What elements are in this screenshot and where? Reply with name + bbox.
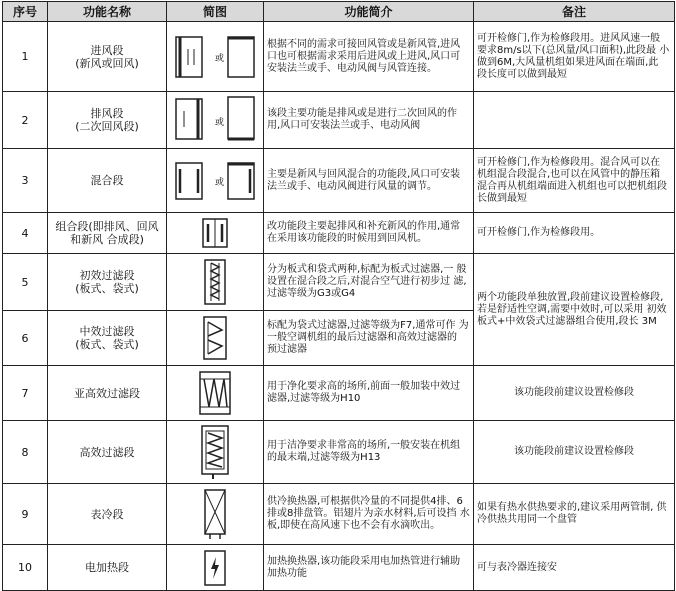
row-name: 组合段(即排风、回风和新风 合成段) bbox=[48, 213, 167, 254]
row-index: 1 bbox=[3, 22, 48, 92]
table-row bbox=[3, 254, 675, 311]
diagram-or-label: 或 bbox=[215, 118, 225, 128]
row-name: 表冷段 bbox=[48, 484, 167, 545]
hepa-filter-icon bbox=[197, 423, 233, 481]
row-name bbox=[48, 254, 167, 311]
row-name: 电加热段 bbox=[48, 545, 167, 591]
row-note: 可开检修门,作为检修段用。进风风速一般 要求8m/s以下(总风量/风口面积),此段最 小做到6M,大风量机组如果进风面在端面,此 段长度可以做到最短 bbox=[474, 22, 675, 92]
table-row bbox=[3, 22, 675, 92]
medium-filter-icon bbox=[199, 314, 231, 362]
row-index: 5 bbox=[3, 254, 48, 311]
row-diagram bbox=[167, 149, 264, 213]
table-header-row bbox=[3, 2, 675, 22]
row-name bbox=[48, 149, 167, 213]
row-name: 亚高效过滤段 bbox=[48, 366, 167, 421]
row-diagram bbox=[167, 92, 264, 149]
table-row bbox=[3, 366, 675, 421]
row-intro: 分为板式和袋式两种,标配为板式过滤器,一 般设置在混合段之后,对混合空气进行初步过 滤,过滤等级为G3或G4 bbox=[264, 254, 474, 311]
table-row bbox=[3, 545, 675, 591]
row-diagram bbox=[167, 421, 264, 484]
row-intro: 根据不同的需求可接回风管或是新风管,进风 口也可根据需求采用后进风或上进风,风口可 安装法兰或手、电动风阀与风管连接。 bbox=[264, 22, 474, 92]
header-intro: 功能简介 bbox=[264, 2, 474, 22]
table-row bbox=[3, 92, 675, 149]
section-name: 混合段 bbox=[90, 174, 124, 187]
row-diagram bbox=[167, 254, 264, 311]
exhaust-section-icon bbox=[170, 93, 260, 147]
row-diagram bbox=[167, 311, 264, 366]
ahu-function-section-table bbox=[2, 1, 675, 591]
table-row bbox=[3, 484, 675, 545]
section-name: 排风段 bbox=[90, 107, 124, 120]
row-intro: 供冷换热器,可根据供冷量的不同提供4排、6 排或8排盘管。铝翅片为亲水材料,后可设挡 水板,即使在高风速下也不会有水滴吹出。 bbox=[264, 484, 474, 545]
header-note: 备注 bbox=[474, 2, 675, 22]
row-index: 2 bbox=[3, 92, 48, 149]
header-diagram: 简图 bbox=[167, 2, 264, 22]
row-index: 10 bbox=[3, 545, 48, 591]
row-intro: 主要是新风与回风混合的功能段,风口可安装 法兰或手、电动风阀进行风量的调节。 bbox=[264, 149, 474, 213]
row-index: 9 bbox=[3, 484, 48, 545]
row-intro: 该段主要功能是排风或是进行二次回风的作用,风口可安装法兰或手、电动风阀 bbox=[264, 92, 474, 149]
table-row bbox=[3, 149, 675, 213]
header-name: 功能名称 bbox=[48, 2, 167, 22]
row-note: 可与表冷器连接安 bbox=[474, 545, 675, 591]
section-name: 进风段 bbox=[90, 43, 124, 57]
inlet-section-icon bbox=[170, 29, 260, 85]
row-index: 7 bbox=[3, 366, 48, 421]
section-name-sub: (新风或回风) bbox=[75, 56, 139, 70]
row-intro: 用于净化要求高的场所,前面一般加装中效过 滤器,过滤等级为H10 bbox=[264, 366, 474, 421]
table-row bbox=[3, 421, 675, 484]
row-intro: 标配为袋式过滤器,过滤等级为F7,通常可作 为一般空调机组的最后过滤器和高效过滤器的 预过滤器 bbox=[264, 311, 474, 366]
row-index: 6 bbox=[3, 311, 48, 366]
row-note: 该功能段前建议设置检修段 bbox=[474, 421, 675, 484]
row-note bbox=[474, 92, 675, 149]
electric-heater-icon bbox=[201, 548, 229, 588]
row-intro: 用于洁净要求非常高的场所,一般安装在机组 的最末端,过滤等级为H13 bbox=[264, 421, 474, 484]
section-name: 中效过滤段 bbox=[79, 325, 135, 338]
row-index: 3 bbox=[3, 149, 48, 213]
section-name-sub: (二次回风段) bbox=[75, 120, 139, 133]
row-diagram bbox=[167, 545, 264, 591]
section-name-sub: (板式、袋式) bbox=[75, 338, 139, 351]
mixing-section-icon bbox=[170, 159, 260, 203]
row-intro: 改功能段主要起排风和补充新风的作用,通常 在采用该功能段的时候用到回风机。 bbox=[264, 213, 474, 254]
row-diagram bbox=[167, 366, 264, 421]
row-intro: 加热换热器,该功能段采用电加热管进行辅助 加热功能 bbox=[264, 545, 474, 591]
diagram-or-label: 或 bbox=[215, 177, 225, 188]
sub-hepa-filter-icon bbox=[195, 369, 235, 417]
primary-filter-icon bbox=[200, 257, 230, 307]
diagram-or-label: 或 bbox=[215, 53, 225, 64]
row-index: 4 bbox=[3, 213, 48, 254]
row-name bbox=[48, 22, 167, 92]
header-index: 序号 bbox=[3, 2, 48, 22]
row-note: 可开检修门,作为检修段用。混合风可以在 机组混合段混合,也可以在风管中的静压箱 混合再从机组端面进入机组也可以把机组段 长做到最短 bbox=[474, 149, 675, 213]
cooling-coil-icon bbox=[200, 487, 230, 541]
row-index: 8 bbox=[3, 421, 48, 484]
row-note: 该功能段前建议设置检修段 bbox=[474, 366, 675, 421]
row-note: 两个功能段单独放置,段前建议设置检修段,若是舒适性空调,需要中效时,可以采用 初效板式+中效袋式过滤器组合使用,段长 3M bbox=[474, 254, 675, 366]
row-diagram bbox=[167, 213, 264, 254]
row-note: 如果有热水供热要求的,建议采用两管制, 供冷供热共用同一个盘管 bbox=[474, 484, 675, 545]
combination-section-icon bbox=[200, 216, 230, 250]
row-name: 高效过滤段 bbox=[48, 421, 167, 484]
row-diagram bbox=[167, 22, 264, 92]
row-diagram bbox=[167, 484, 264, 545]
section-name: 初效过滤段 bbox=[79, 269, 135, 282]
table-row bbox=[3, 213, 675, 254]
row-note: 可开检修门,作为检修段用。 bbox=[474, 213, 675, 254]
section-name-sub: (板式、袋式) bbox=[75, 282, 139, 295]
row-name bbox=[48, 92, 167, 149]
row-name bbox=[48, 311, 167, 366]
